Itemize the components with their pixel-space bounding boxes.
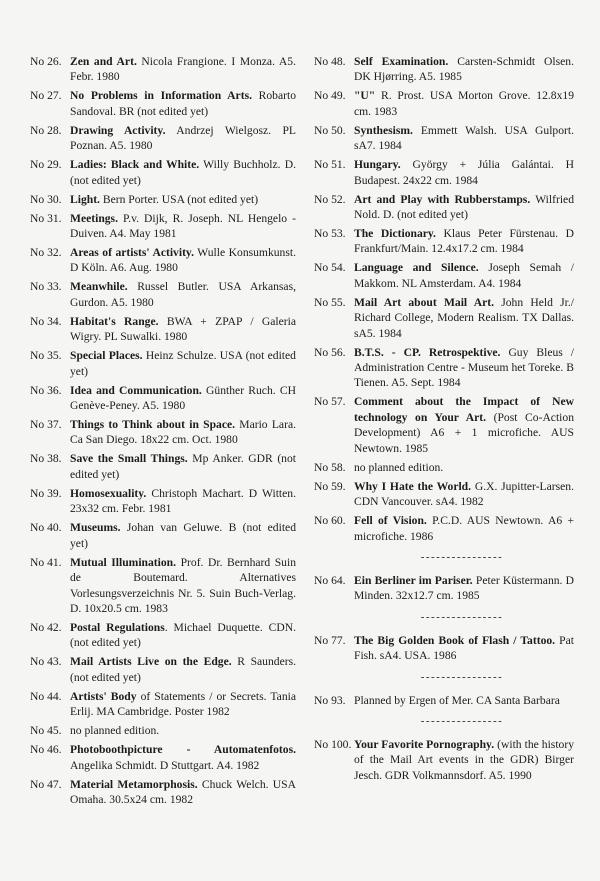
catalog-entry (30, 54, 296, 85)
entry-text (70, 245, 296, 276)
entry-title: Language and Silence. (354, 261, 479, 275)
entry-title: Your Favorite Pornography. (354, 737, 495, 751)
entry-text (354, 633, 574, 664)
entry-title: Idea and Communication. (70, 383, 202, 397)
catalog-entry (30, 211, 296, 242)
entry-text (70, 417, 296, 448)
catalog-entry (314, 54, 574, 85)
catalog-entry (30, 348, 296, 379)
entry-details: Heinz Schulze. USA (not edited yet) (70, 349, 296, 378)
entry-title: Mail Artists Live on the Edge. (70, 655, 232, 669)
entry-title: Museums. (70, 521, 121, 535)
entry-details: Klaus Peter Fürstenau. D Frankfurt/Main. 12.4x17.2 cm. 1984 (354, 227, 574, 256)
entry-text (70, 620, 296, 651)
entry-number: No 40. (30, 521, 62, 535)
entry-number: No 51. (314, 158, 346, 172)
entry-text (70, 742, 296, 773)
entry-text (354, 737, 574, 783)
entry-text (70, 314, 296, 345)
catalog-entry (314, 633, 574, 664)
entry-text (354, 479, 574, 510)
entry-text (354, 295, 574, 341)
catalog-entry (30, 742, 296, 773)
entry-number: No 57. (314, 395, 346, 409)
entry-number: No 53. (314, 227, 346, 241)
catalog-entry (314, 226, 574, 257)
dash-separator: ---------------- (420, 550, 504, 563)
catalog-entry (30, 689, 296, 720)
entry-title: Synthesism. (354, 123, 413, 137)
catalog-entry (30, 486, 296, 517)
catalog-entry (314, 192, 574, 223)
entry-details: Joseph Semah / Makkom. NL Amsterdam. A4. 1984 (354, 261, 574, 290)
entry-text (354, 260, 574, 291)
entry-number: No 38. (30, 452, 62, 466)
entry-text (354, 394, 574, 456)
entry-text (70, 777, 296, 808)
entry-text (354, 345, 574, 391)
catalog-entry (314, 123, 574, 154)
entry-text (70, 689, 296, 720)
catalog-entry (314, 345, 574, 391)
entry-details: of Statements / or Secrets. Tania Erlij. MA Cambridge. Poster 1982 (70, 689, 296, 719)
entry-details: Wulle Konsumkunst. D Köln. A6. Aug. 1980 (70, 246, 296, 275)
catalog-entry (30, 555, 296, 617)
entry-number: No 45. (30, 724, 62, 738)
entry-text (70, 123, 296, 154)
entry-title: Meanwhile. (70, 280, 128, 294)
entry-text (70, 54, 296, 85)
entry-text (70, 451, 296, 482)
entry-details: Prof. Dr. Bernhard Suin de Boutemard. Alternatives Vorlesungsverzeichnis Nr. 5. Suin Buch-Verlag. D. 10x20.5 cm. 1983 (70, 555, 296, 615)
entry-number: No 32. (30, 246, 62, 260)
entry-title: Areas of artists' Activity. (70, 246, 194, 260)
entry-title: Zen and Art. (70, 55, 137, 68)
entry-title: Special Places. (70, 349, 143, 363)
dash-separator: ---------------- (420, 610, 504, 623)
catalog-entry (30, 157, 296, 188)
entry-number: No 30. (30, 192, 62, 206)
entry-details: Guy Bleus / Administration Centre - Museum het Toreke. B Tienen. A5. Sept. 1984 (354, 345, 575, 390)
catalog-entry (314, 460, 574, 475)
entry-details: Mario Lara. Ca San Diego. 18x22 cm. Oct. 1980 (70, 418, 296, 447)
entry-number: No 56. (314, 345, 346, 359)
catalog-entry (30, 520, 296, 551)
entry-details: R. Prost. USA Morton Grove. 12.8x19 cm. 1983 (354, 89, 574, 118)
catalog-entry (314, 513, 574, 544)
entry-title: Ein Berliner im Pariser. (354, 573, 473, 587)
entry-title: Mail Art about Mail Art. (354, 295, 495, 309)
entry-details: Andrzej Wielgosz. PL Poznan. A5. 1980 (70, 123, 296, 153)
entry-number: No 28. (30, 123, 62, 137)
entry-details: Johan van Geluwe. B (not edited yet) (70, 521, 296, 550)
entry-number: No 54. (314, 261, 346, 275)
entry-number: No 100. (314, 737, 352, 751)
catalog-entry (314, 737, 574, 783)
entry-number: No 55. (314, 295, 346, 309)
entry-number: No 42. (30, 620, 62, 634)
entry-number: No 50. (314, 123, 346, 137)
entry-title: Save the Small Things. (70, 452, 188, 466)
entry-title: Things to Think about in Space. (70, 418, 236, 432)
entry-number: No 52. (314, 192, 346, 206)
entry-title: Material Metamorphosis. (70, 777, 198, 791)
catalog-entry (314, 88, 574, 119)
catalog-entry (30, 245, 296, 276)
entry-title: Homosexuality. (70, 486, 147, 500)
entry-number: No 49. (314, 89, 346, 103)
catalog-entry (314, 573, 574, 604)
entry-details: BWA + ZPAP / Galeria Wigry. PL Suwalki. 1980 (70, 314, 297, 344)
entry-title: No Problems in Information Arts. (70, 89, 252, 103)
entry-number: No 37. (30, 418, 62, 432)
entry-number: No 34. (30, 314, 62, 328)
entry-text (70, 192, 296, 207)
entry-details: (Post Co-Action Development) A6 + 1 microfiche. AUS Newtown. 1985 (354, 410, 574, 455)
entry-number: No 59. (314, 479, 346, 493)
entry-number: No 33. (30, 280, 62, 294)
entry-text (354, 192, 574, 223)
entry-details: G.X. Jupitter-Larsen. CDN Vancouver. sA4. 1982 (354, 479, 574, 509)
entry-details: no planned edition. (354, 460, 444, 474)
entry-title: Drawing Activity. (70, 123, 166, 137)
catalog-entry (314, 693, 574, 708)
entry-details: Christoph Machart. D Witten. 23x32 cm. Febr. 1981 (70, 486, 296, 516)
entry-details: Russel Butler. USA Arkansas, Gurdon. A5. 1980 (70, 280, 296, 309)
entry-text (354, 573, 574, 604)
catalog-entry (30, 723, 296, 738)
catalog-entry (314, 394, 574, 456)
catalog-entry (314, 295, 574, 341)
entry-details: Emmett Walsh. USA Gulport. sA7. 1984 (354, 123, 574, 153)
catalog-entry (314, 479, 574, 510)
catalog-entry (30, 88, 296, 119)
entry-title: Light. (70, 192, 100, 206)
catalog-entry (30, 192, 296, 207)
entry-title: Photoboothpicture - Automatenfotos. (70, 743, 296, 757)
entry-title: Why I Hate the World. (354, 479, 472, 493)
catalog-entry (30, 383, 296, 414)
catalog-entry (30, 123, 296, 154)
catalog-entry (30, 620, 296, 651)
entry-number: No 43. (30, 655, 62, 669)
entry-number: No 44. (30, 689, 62, 703)
entry-details: Pat Fish. sA4. USA. 1986 (354, 633, 574, 663)
entry-number: No 41. (30, 555, 62, 569)
entry-title: The Big Golden Book of Flash / Tattoo. (354, 633, 556, 647)
entry-text (70, 157, 296, 188)
dash-separator: ---------------- (420, 714, 504, 727)
entry-details: no planned edition. (70, 724, 160, 738)
entry-title: Fell of Vision. (354, 514, 427, 528)
entry-text (70, 723, 296, 738)
entry-details: Chuck Welch. USA Omaha. 30.5x24 cm. 1982 (70, 777, 297, 806)
entry-text (354, 513, 574, 544)
entry-text (354, 693, 574, 708)
entry-details: Nicola Frangione. I Monza. A5. Febr. 1980 (70, 55, 296, 84)
catalog-entry (30, 279, 296, 310)
entry-details: Peter Küstermann. D Minden. 32x12.7 cm. 1985 (354, 573, 574, 603)
entry-details: Carsten-Schmidt Olsen. DK Hjørring. A5. 1985 (354, 55, 575, 84)
catalog-entry (30, 417, 296, 448)
entry-text (70, 383, 296, 414)
entry-text (354, 123, 574, 154)
entry-text (70, 88, 296, 119)
entry-number: No 35. (30, 349, 62, 363)
entry-text (354, 226, 574, 257)
entry-text (354, 460, 574, 475)
right-column (314, 54, 574, 787)
entry-details: Robarto Sandoval. BR (not edited yet) (70, 89, 296, 118)
entry-title: Habitat's Range. (70, 314, 159, 328)
entry-number: No 29. (30, 158, 62, 172)
entry-details: R Saunders. (not edited yet) (70, 655, 296, 684)
dash-separator: ---------------- (420, 670, 504, 683)
entry-title: Artists' Body (70, 689, 137, 703)
entry-text (70, 555, 296, 617)
entry-number: No 93. (314, 693, 346, 707)
entry-details: P.v. Dijk, R. Joseph. NL Hengelo - Duiven. A4. May 1981 (70, 211, 296, 241)
entry-title: Postal Regulations (70, 620, 165, 634)
entry-title: B.T.S. - CP. Retrospektive. (354, 345, 501, 359)
entry-details: Angelika Schmidt. D Stuttgart. A4. 1982 (70, 758, 260, 772)
entry-details: Planned by Ergen of Mer. CA Santa Barbara (354, 693, 560, 707)
entry-title: Self Examination. (354, 55, 449, 68)
entry-number: No 60. (314, 514, 346, 528)
entry-number: No 48. (314, 55, 346, 68)
entry-number: No 27. (30, 89, 62, 103)
entry-number: No 46. (30, 743, 62, 757)
catalog-entry (30, 314, 296, 345)
entry-number: No 47. (30, 777, 62, 791)
entry-title: The Dictionary. (354, 227, 436, 241)
entry-text (70, 211, 296, 242)
entry-text (354, 88, 574, 119)
entry-title: Art and Play with Rubberstamps. (354, 192, 531, 206)
entry-details: György + Júlia Galántai. H Budapest. 24x22 cm. 1984 (354, 158, 574, 187)
entry-details: Bern Porter. USA (not edited yet) (99, 192, 259, 206)
entry-title: Ladies: Black and White. (70, 158, 200, 172)
entry-details: Günther Ruch. CH Genève-Peney. A5. 1980 (70, 383, 296, 413)
entry-details: (with the history of the Mail Art events in the GDR) Birger Jesch. GDR Volkmannsdorf. A5. 1990 (354, 737, 574, 782)
entry-number: No 64. (314, 573, 346, 587)
entry-number: No 31. (30, 211, 62, 225)
entry-number: No 39. (30, 486, 62, 500)
entry-text (354, 54, 574, 85)
catalog-entry (314, 157, 574, 188)
left-column (30, 54, 296, 811)
catalog-entry (30, 451, 296, 482)
entry-title: "U" (354, 89, 376, 103)
entry-number: No 26. (30, 55, 62, 68)
entry-text (70, 520, 296, 551)
entry-text (70, 486, 296, 517)
entry-number: No 36. (30, 383, 62, 397)
catalog-entry (314, 260, 574, 291)
entry-title: Meetings. (70, 211, 118, 225)
entry-text (70, 279, 296, 310)
entry-text (70, 348, 296, 379)
entry-details: John Held Jr./ Richard College, Modern Realism. TX Dallas. sA5. 1984 (354, 295, 574, 340)
entry-details: Willy Buchholz. D. (not edited yet) (70, 158, 296, 187)
entry-details: P.C.D. AUS Newtown. A6 + microfiche. 1986 (354, 514, 574, 543)
catalog-entry (30, 777, 296, 808)
entry-number: No 77. (314, 633, 346, 647)
entry-text (70, 654, 296, 685)
entry-title: Comment about the Impact of New technology on Your Art. (354, 395, 574, 424)
entry-details: . Michael Duquette. CDN. (not edited yet) (70, 620, 296, 650)
entry-details: Mp Anker. GDR (not edited yet) (70, 452, 296, 481)
catalog-entry (30, 654, 296, 685)
entry-text (354, 157, 574, 188)
entry-title: Mutual Illumination. (70, 555, 177, 569)
entry-title: Hungary. (354, 158, 401, 172)
entry-details: Wilfried Nold. D. (not edited yet) (354, 192, 574, 222)
entry-number: No 58. (314, 460, 346, 474)
